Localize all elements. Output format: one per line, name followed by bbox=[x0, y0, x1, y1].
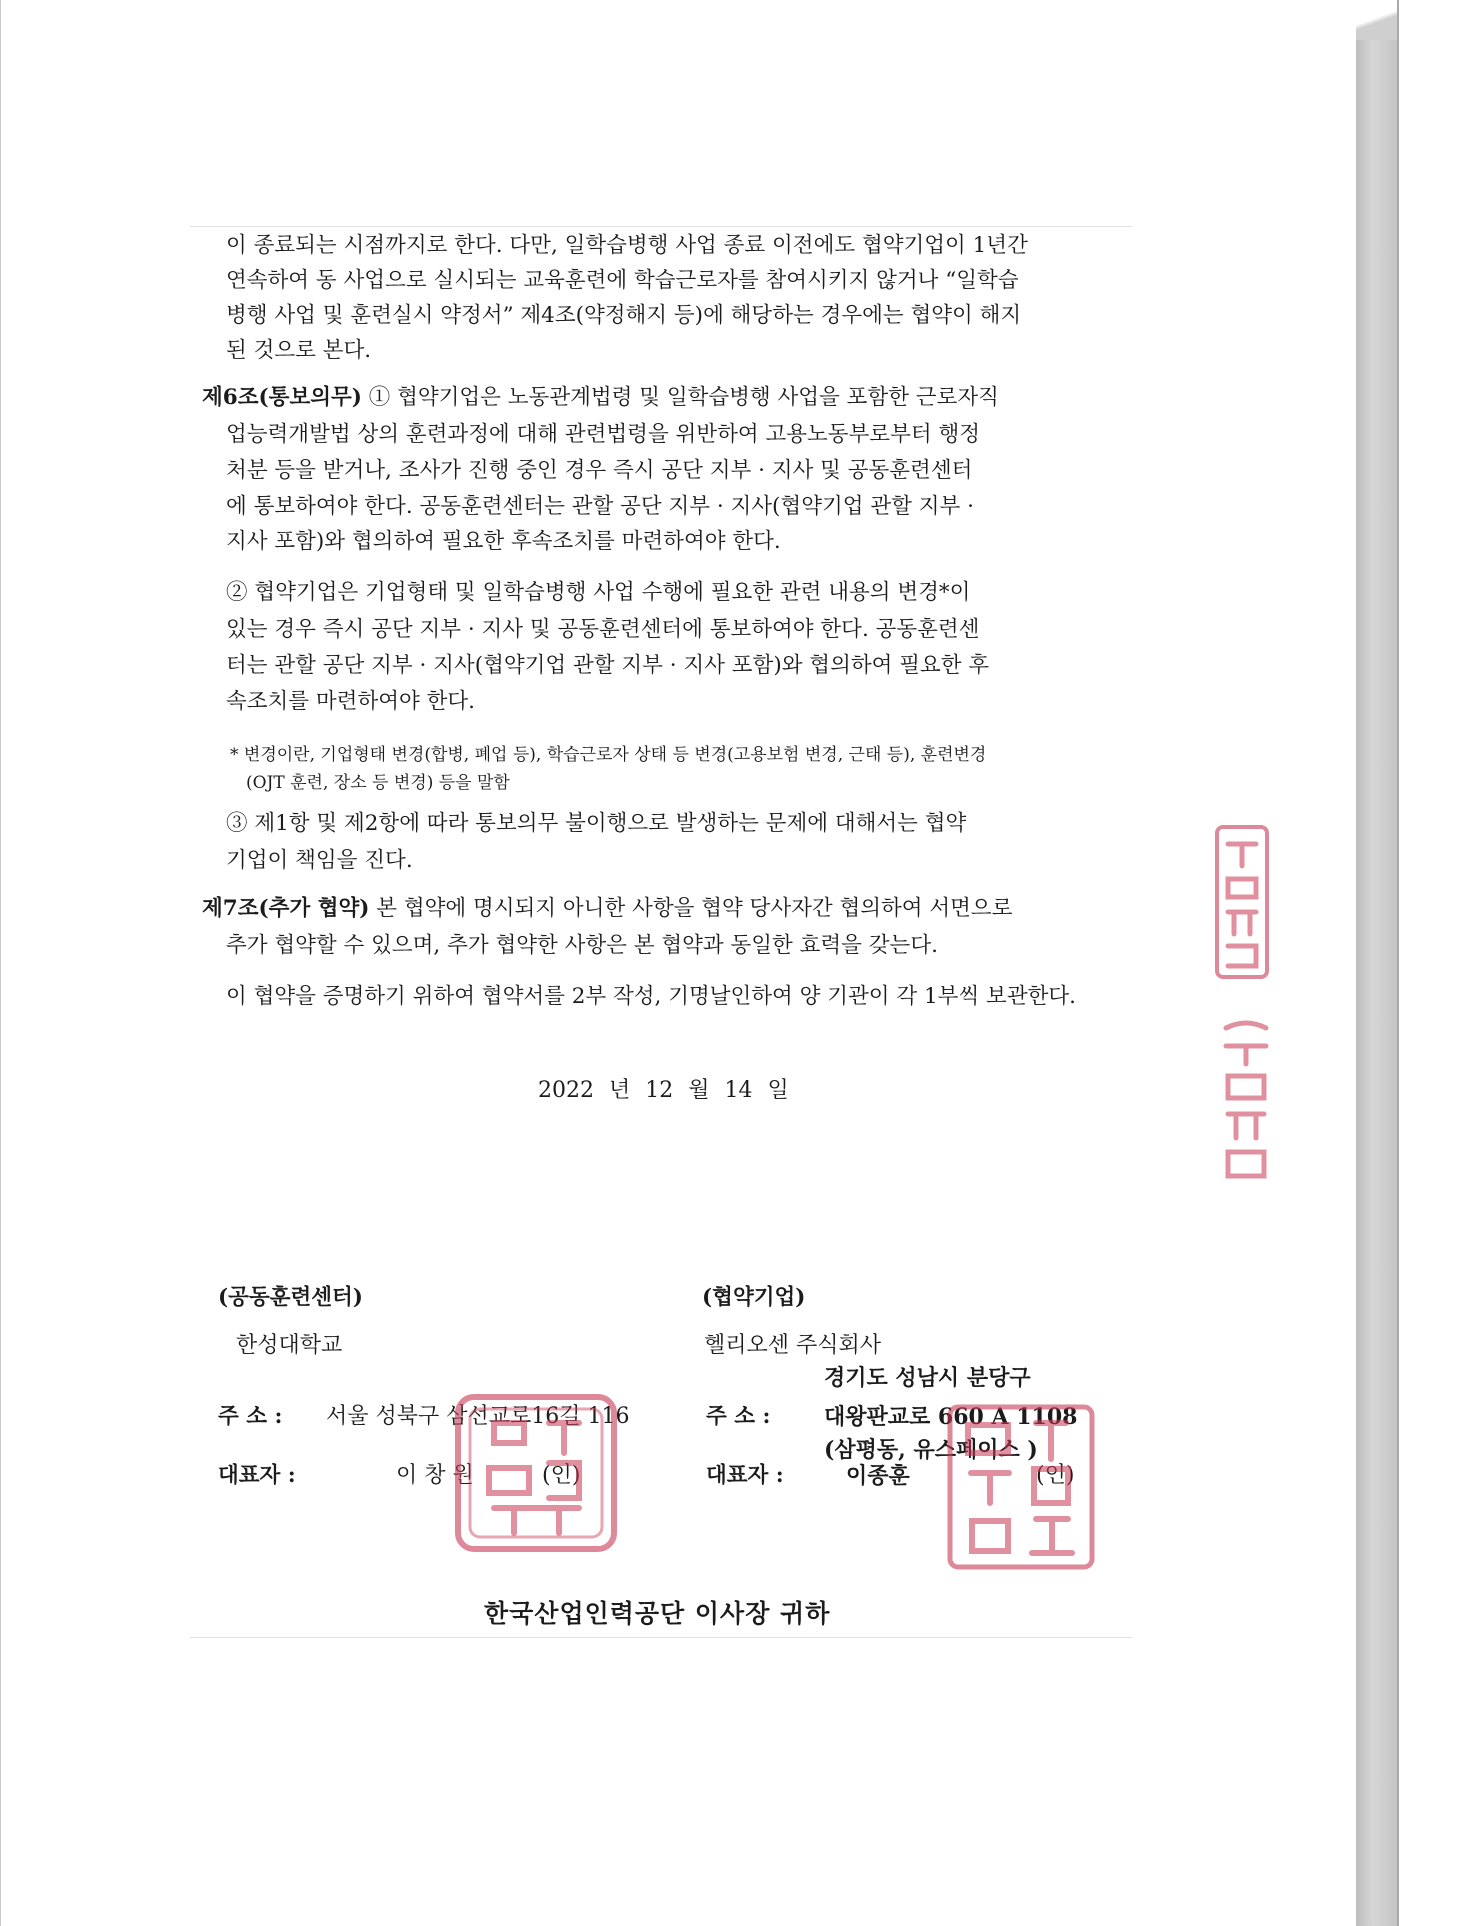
right-rep-label: 대표자 : bbox=[706, 1463, 784, 1488]
left-address-label: 주 소 : bbox=[218, 1404, 283, 1429]
date-year-unit: 년 bbox=[609, 1078, 631, 1103]
page-corner-fold bbox=[1356, 0, 1398, 40]
agreement-date bbox=[538, 1076, 789, 1106]
right-party-name: 헬리오센 주식회사 bbox=[704, 1333, 882, 1358]
paragraph-line: 속조치를 마련하여야 한다. bbox=[226, 689, 475, 714]
right-address-line: 경기도 성남시 분당구 bbox=[824, 1365, 1031, 1391]
paragraph-line: 연속하여 동 사업으로 실시되는 교육훈련에 학습근로자를 참여시키지 않거나 “일학습 bbox=[226, 268, 1019, 293]
footnote-line: (OJT 훈련, 장소 등 변경) 등을 말함 bbox=[246, 773, 510, 793]
left-seal-mark: (인) bbox=[542, 1463, 581, 1488]
paragraph-line: 있는 경우 즉시 공단 지부 · 지사 및 공동훈련센터에 통보하여야 한다. 공동훈련센 bbox=[226, 617, 980, 642]
paragraph-line: ③ 제1항 및 제2항에 따라 통보의무 불이행으로 발생하는 문제에 대해서는 협약 bbox=[226, 811, 967, 836]
right-party-title: (협약기업) bbox=[702, 1285, 806, 1310]
page-edge-bevel bbox=[1356, 0, 1398, 1926]
footer-addressee: 한국산업인력공단 이사장 귀하 bbox=[484, 1599, 831, 1628]
right-address-label: 주 소 : bbox=[706, 1404, 771, 1429]
left-rep-label: 대표자 : bbox=[218, 1463, 296, 1488]
left-rep-name: 이 창 원 bbox=[396, 1463, 474, 1488]
article-6-p1-first: ① 협약기업은 노동관계법령 및 일학습병행 사업을 포함한 근로자직 bbox=[368, 385, 999, 410]
closing-statement: 이 협약을 증명하기 위하여 협약서를 2부 작성, 기명날인하여 양 기관이 각 1부씩 보관한다. bbox=[226, 984, 1076, 1009]
article-7-line bbox=[202, 894, 1012, 924]
date-day: 14 bbox=[724, 1078, 753, 1103]
right-rep-name: 이종훈 bbox=[846, 1463, 910, 1489]
left-address: 서울 성북구 삼선교로16길 116 bbox=[326, 1404, 630, 1429]
left-party-title: (공동훈련센터) bbox=[218, 1285, 363, 1310]
paragraph-line: 지사 포함)와 협의하여 필요한 후속조치를 마련하여야 한다. bbox=[226, 529, 781, 554]
date-day-unit: 일 bbox=[767, 1078, 789, 1103]
scanned-document bbox=[190, 226, 1132, 1638]
paragraph-line: 기업이 책임을 진다. bbox=[226, 848, 413, 873]
article-6-heading: 제6조(통보의무) bbox=[202, 385, 362, 410]
page-edge-line bbox=[1397, 0, 1399, 1926]
paragraph-line: 터는 관할 공단 지부 · 지사(협약기업 관할 지부 · 지사 포함)와 협의하여 필요한 후 bbox=[226, 653, 990, 678]
footnote-line: * 변경이란, 기업형태 변경(합병, 폐업 등), 학습근로자 상태 등 변경(고용보험 변경, 근태 등), 훈련변경 bbox=[230, 745, 987, 765]
paragraph-line: 에 통보하여야 한다. 공동훈련센터는 관할 공단 지부 · 지사(협약기업 관할 지부 · bbox=[226, 494, 974, 519]
paragraph-line: ② 협약기업은 기업형태 및 일학습병행 사업 수행에 필요한 관련 내용의 변경*이 bbox=[226, 580, 971, 605]
right-address-line: 대왕판교로 660 A 1108 bbox=[824, 1404, 1078, 1430]
date-month: 12 bbox=[645, 1078, 674, 1103]
paragraph-line: 추가 협약할 수 있으며, 추가 협약한 사항은 본 협약과 동일한 효력을 갖는다. bbox=[226, 933, 938, 958]
article-7-heading: 제7조(추가 협약) bbox=[202, 896, 370, 921]
article-7-first: 본 협약에 명시되지 아니한 사항을 협약 당사자간 협의하여 서면으로 bbox=[376, 896, 1013, 921]
right-seal-mark: (인) bbox=[1036, 1463, 1075, 1488]
right-address-line: (삼평동, 유스페이스 ) bbox=[824, 1437, 1038, 1463]
date-year: 2022 bbox=[538, 1078, 594, 1103]
left-party-name: 한성대학교 bbox=[236, 1333, 343, 1358]
paragraph-line: 업능력개발법 상의 훈련과정에 대해 관련법령을 위반하여 고용노동부로부터 행정 bbox=[226, 422, 980, 447]
date-month-unit: 월 bbox=[688, 1078, 710, 1103]
paragraph-line: 병행 사업 및 훈련실시 약정서” 제4조(약정해지 등)에 해당하는 경우에는 협약이 해지 bbox=[226, 303, 1022, 328]
paragraph-line: 된 것으로 본다. bbox=[226, 338, 372, 363]
paragraph-line: 처분 등을 받거나, 조사가 진행 중인 경우 즉시 공단 지부 · 지사 및 공동훈련센터 bbox=[226, 458, 973, 483]
article-6-line bbox=[202, 383, 999, 413]
paragraph-line: 이 종료되는 시점까지로 한다. 다만, 일학습병행 사업 종료 이전에도 협약기업이 1년간 bbox=[226, 233, 1028, 258]
